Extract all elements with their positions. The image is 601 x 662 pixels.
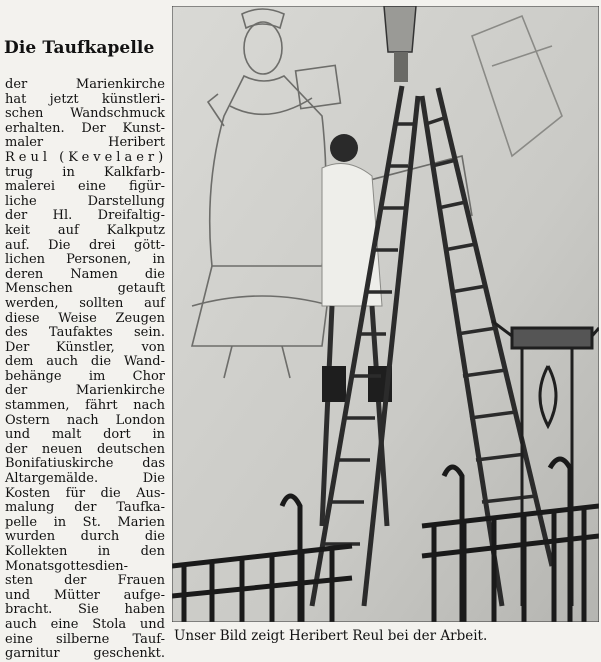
article-line: auch eine Stola und [5, 616, 165, 632]
article-line: liche Darstellung [5, 193, 165, 209]
article-line: Bonifatiuskirche das [5, 456, 165, 472]
article-line: maler Heribert [5, 135, 165, 151]
article-line: sten der Frauen [5, 573, 165, 589]
article-line: schen Wandschmuck [5, 106, 165, 122]
article-line: hat jetzt künstleri- [5, 91, 165, 107]
mural-scene-illustration [172, 6, 599, 622]
article-line: pelle in St. Marien [5, 514, 165, 530]
article-line: Reul (Kevelaer) [5, 149, 168, 165]
article-line: eine silberne Tauf- [5, 631, 165, 647]
article-line: auf. Die drei gött- [5, 237, 165, 253]
article-line: keit auf Kalkputz [5, 222, 165, 238]
article-line: wurden durch die [5, 529, 165, 545]
article-line: der Marienkirche [5, 77, 165, 92]
article-body [5, 77, 168, 662]
article-line: des Taufaktes sein. [5, 325, 165, 341]
article-headline: Die Taufkapelle [4, 38, 155, 58]
news-photo [172, 6, 599, 622]
article-line: diese Weise Zeugen [5, 310, 165, 326]
article-line: und malt dort in [5, 427, 165, 443]
article-line: Kosten für die Aus- [5, 485, 165, 501]
article-line: Altargemälde. Die [5, 471, 165, 487]
article-line: werden, sollten auf [5, 295, 165, 311]
article-line: der Marienkirche [5, 383, 165, 399]
article-line: Der Künstler, von [5, 339, 165, 355]
article-line: trug in Kalkfarb- [5, 164, 165, 180]
article-line: behänge im Chor [5, 368, 165, 384]
photo-caption: Unser Bild zeigt Heribert Reul bei der Arbeit. [174, 628, 488, 644]
article-line: erhalten. Der Kunst- [5, 120, 165, 136]
article-line: garnitur geschenkt. [5, 646, 165, 662]
article-line: der neuen deutschen [5, 441, 165, 457]
article-line: dem auch die Wand- [5, 354, 165, 370]
article-line: Monatsgottesdien- [5, 558, 129, 574]
article-line: deren Namen die [5, 266, 165, 282]
article-line: malerei eine figür- [5, 179, 165, 195]
article-line: lichen Personen, in [5, 252, 165, 268]
article-line: und Mütter aufge- [5, 587, 165, 603]
article-line: Menschen getauft [5, 281, 165, 297]
article-line: Ostern nach London [5, 412, 165, 428]
article-line: der Hl. Dreifaltig- [5, 208, 165, 224]
article-line: malung der Taufka- [5, 500, 165, 516]
article-line: bracht. Sie haben [5, 602, 165, 618]
article-line: Kollekten in den [5, 544, 165, 559]
article-line: stammen, fährt nach [5, 398, 165, 414]
